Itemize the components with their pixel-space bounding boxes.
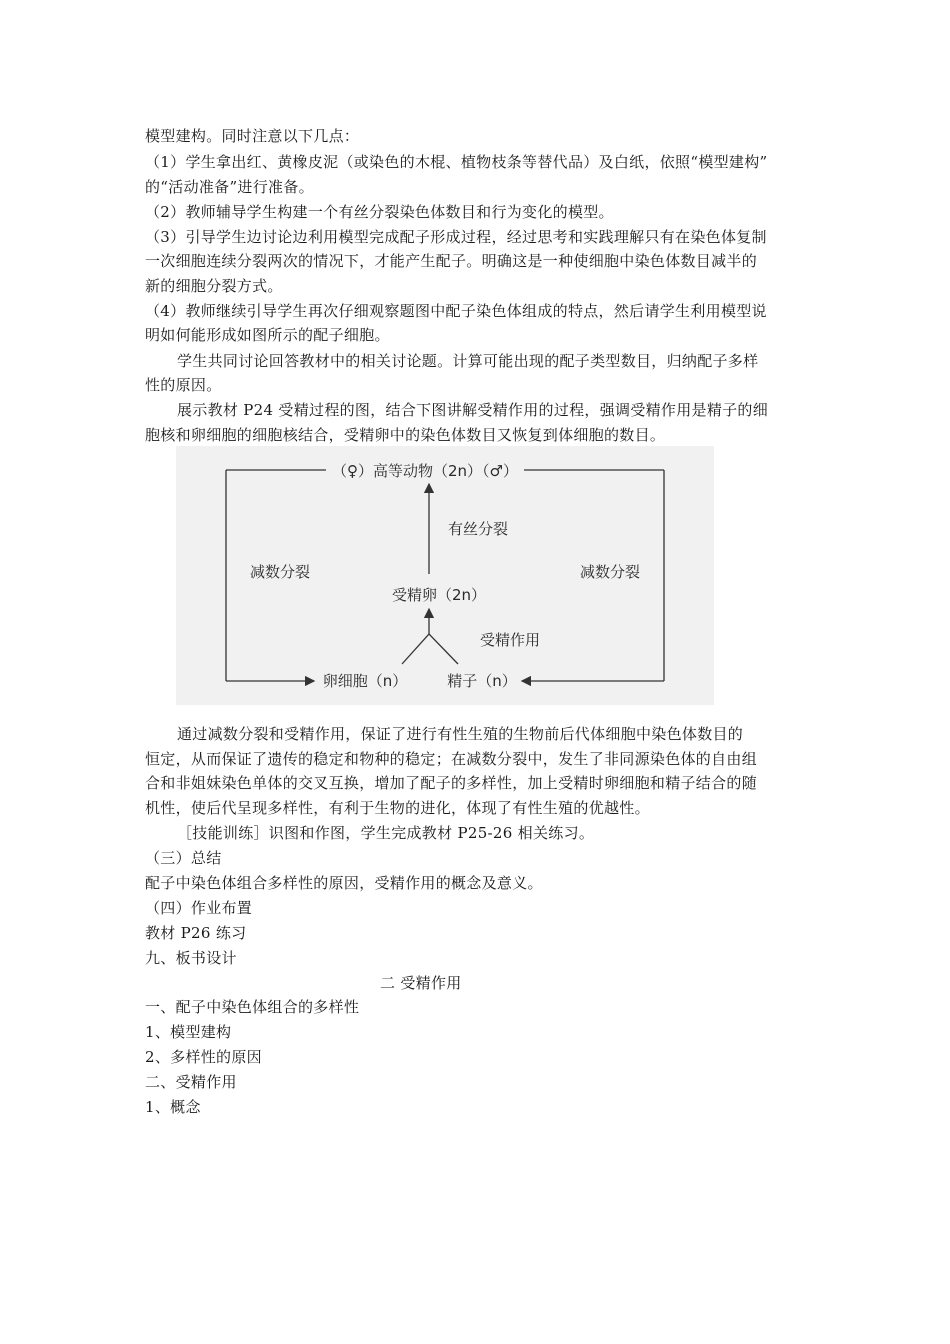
paragraph-line: 新的细胞分裂方式。 [145, 277, 283, 295]
paragraph-line: （4）教师继续引导学生再次仔细观察题图中配子染色体组成的特点，然后请学生利用模型说 [145, 302, 767, 320]
paragraph-line: ［技能训练］识图和作图，学生完成教材 P25-26 相关练习。 [177, 824, 595, 842]
paragraph-line: 机性，使后代呈现多样性，有利于生物的进化，体现了有性生殖的优越性。 [145, 799, 650, 817]
paragraph-line: 教材 P26 练习 [145, 924, 247, 942]
paragraph-line: 配子中染色体组合多样性的原因，受精作用的概念及意义。 [145, 874, 543, 892]
section-heading: 九、板书设计 [145, 949, 237, 967]
board-title: 二 受精作用 [380, 974, 462, 992]
egg-branch-line [402, 634, 429, 664]
board-item: 1、模型建构 [145, 1023, 232, 1041]
sperm-label: 精子（n） [447, 672, 517, 690]
paragraph-line: （3）引导学生边讨论边利用模型完成配子形成过程，经过思考和实践理解只有在染色体复制 [145, 228, 767, 246]
section-heading: （三）总结 [145, 849, 222, 867]
meiosis-left-label: 减数分裂 [249, 563, 311, 581]
egg-label: 卵细胞（n） [322, 672, 408, 690]
paragraph-line: 展示教材 P24 受精过程的图，结合下图讲解受精作用的过程，强调受精作用是精子的细 [177, 401, 769, 419]
paragraph-line: 恒定，从而保证了遗传的稳定和物种的稳定；在减数分裂中，发生了非同源染色体的自由组 [145, 750, 758, 768]
meiosis-right-label: 减数分裂 [579, 563, 641, 581]
paragraph-line: 的“活动准备”进行准备。 [145, 178, 314, 196]
paragraph-line: 一次细胞连续分裂两次的情况下，才能产生配子。明确这是一种使细胞中染色体数目减半的 [145, 252, 758, 270]
paragraph-line: 胞核和卵细胞的细胞核结合，受精卵中的染色体数目又恢复到体细胞的数目。 [145, 426, 666, 444]
board-item: 2、多样性的原因 [145, 1048, 262, 1066]
paragraph-line: 模型建构。同时注意以下几点： [145, 127, 360, 145]
board-item: 一、配子中染色体组合的多样性 [145, 998, 360, 1016]
section-heading: （四）作业布置 [145, 899, 253, 917]
mitosis-label: 有丝分裂 [447, 520, 509, 538]
fertilization-label: 受精作用 [479, 631, 541, 649]
paragraph-line: 明如何能形成如图所示的配子细胞。 [145, 326, 390, 344]
sperm-branch-line [429, 634, 458, 664]
paragraph-line: 通过减数分裂和受精作用，保证了进行有性生殖的生物前后代体细胞中染色体数目的 [177, 725, 744, 743]
board-item: 二、受精作用 [145, 1073, 237, 1091]
fertilization-diagram [176, 446, 714, 705]
board-item: 1、概念 [145, 1098, 201, 1116]
paragraph-line: （1）学生拿出红、黄橡皮泥（或染色的木棍、植物枝条等替代品）及白纸，依照“模型建构” [145, 153, 768, 171]
diagram-svg [176, 446, 714, 705]
paragraph-line: 合和非姐妹染色单体的交叉互换，增加了配子的多样性，加上受精时卵细胞和精子结合的随 [145, 774, 758, 792]
zygote-label: 受精卵（2n） [391, 586, 487, 604]
paragraph-line: 学生共同讨论回答教材中的相关讨论题。计算可能出现的配子类型数目，归纳配子多样 [177, 352, 759, 370]
paragraph-line: （2）教师辅导学生构建一个有丝分裂染色体数目和行为变化的模型。 [145, 203, 614, 221]
paragraph-line: 性的原因。 [145, 376, 222, 394]
top-label: （♀）高等动物（2n）（♂） [332, 462, 518, 480]
